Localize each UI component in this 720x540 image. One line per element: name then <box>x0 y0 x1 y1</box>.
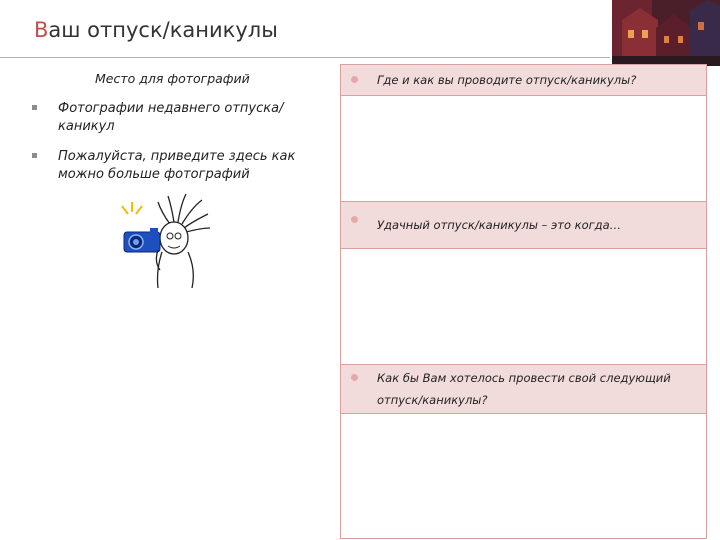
round-bullet-icon <box>351 216 358 223</box>
question-text: Как бы Вам хотелось провести свой следующий отпуск/каникулы? <box>377 371 671 407</box>
answer-area[interactable] <box>341 414 706 538</box>
city-night-art <box>612 0 720 66</box>
question-text: Удачный отпуск/каникулы – это когда… <box>377 218 622 232</box>
photographer-cartoon <box>112 192 222 292</box>
answer-area[interactable] <box>341 249 706 364</box>
title-first-letter: В <box>34 18 49 42</box>
question-box-1 <box>340 64 707 203</box>
question-header <box>341 65 706 96</box>
question-box-2 <box>340 201 707 365</box>
slide-title <box>34 18 278 42</box>
round-bullet-icon <box>351 76 358 83</box>
round-bullet-icon <box>351 374 358 381</box>
question-box-3 <box>340 364 707 539</box>
square-bullet-icon <box>32 105 37 110</box>
header-art-image <box>612 0 720 66</box>
photo-placeholder-label: Место для фотографий <box>95 71 250 86</box>
square-bullet-icon <box>32 153 37 158</box>
bullet-item <box>32 148 332 184</box>
header-divider <box>0 57 610 58</box>
bullet-text: Пожалуйста, приведите здесь как можно больше фотографий <box>58 149 296 182</box>
question-header <box>341 365 706 414</box>
question-header <box>341 202 706 249</box>
bullet-item <box>32 100 332 136</box>
question-text: Где и как вы проводите отпуск/каникулы? <box>377 73 637 87</box>
bullet-text: Фотографии недавнего отпуска/каникул <box>58 101 284 134</box>
answer-area[interactable] <box>341 96 706 202</box>
bullet-list <box>32 100 332 196</box>
photographer-cartoon-icon <box>112 192 222 292</box>
title-rest: аш отпуск/каникулы <box>48 18 278 42</box>
